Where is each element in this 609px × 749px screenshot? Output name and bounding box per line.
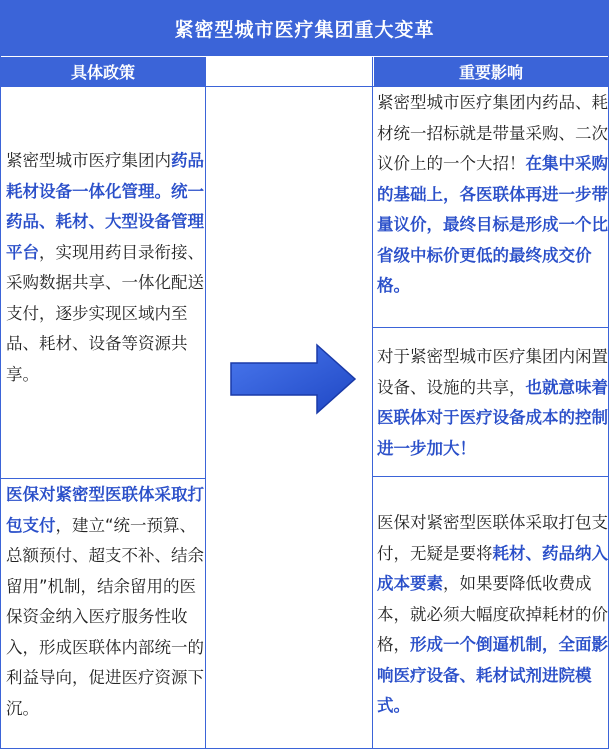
body-text: 紧密型城市医疗集团内 (6, 151, 171, 170)
right-row-divider-2 (372, 476, 609, 477)
left-row-divider (0, 478, 206, 479)
body-text: ，建立“统一预算、总额预付、超支不补、结余留用”机制，结余留用的医保资金纳入医疗服务性收入，形成医联体内部统一的利益导向，促进医疗资源下沉。 (6, 515, 204, 718)
body-text: ，如果要降低收费成本，就必须大幅度砍掉耗材的价格， (377, 574, 608, 654)
highlight-text: 医保对紧密型医联体采取打包支付 (6, 485, 204, 535)
divider-right (372, 57, 373, 748)
body-text: 医保对紧密型医联体采取打包支付，无疑是要将 (377, 513, 608, 563)
right-row-divider-1 (372, 327, 609, 328)
page-title: 紧密型城市医疗集团重大变革 (1, 1, 608, 56)
highlight-text: 形成一个倒逼机制，全面影响医疗设备、耗材试剂进院模式。 (377, 635, 608, 715)
left-cell (6, 146, 204, 390)
header-right: 重要影响 (374, 57, 608, 86)
highlight-text: 药品耗材设备一体化管理。统一药品、耗材、大型设备管理平台 (6, 151, 204, 262)
right-cell (377, 342, 608, 464)
right-arrow-icon (229, 343, 357, 415)
highlight-text: 耗材、药品纳入成本要素 (377, 543, 608, 593)
header-bottom-line (0, 86, 609, 87)
right-cell (377, 88, 608, 302)
divider-left (205, 57, 206, 748)
body-text: ，实现用药目录衔接、采购数据共享、一体化配送支付，逐步实现区域内至品、耗材、设备等资源共享。 (6, 242, 204, 384)
body-text: 对于紧密型城市医疗集团内闲置设备、设施的共享， (377, 347, 608, 397)
left-cell (6, 480, 204, 724)
highlight-text: 也就意味着医联体对于医疗设备成本的控制进一步加大！ (377, 377, 608, 458)
header-left: 具体政策 (1, 57, 205, 86)
right-cell (377, 508, 608, 722)
body-text: 紧密型城市医疗集团内药品、耗材统一招标就是带量采购、二次议价上的一个大招！ (377, 93, 608, 173)
highlight-text: 在集中采购的基础上，各医联体再进一步带量议价，最终目标是形成一个比省级中标价更低的最终成交价格。 (377, 154, 608, 295)
